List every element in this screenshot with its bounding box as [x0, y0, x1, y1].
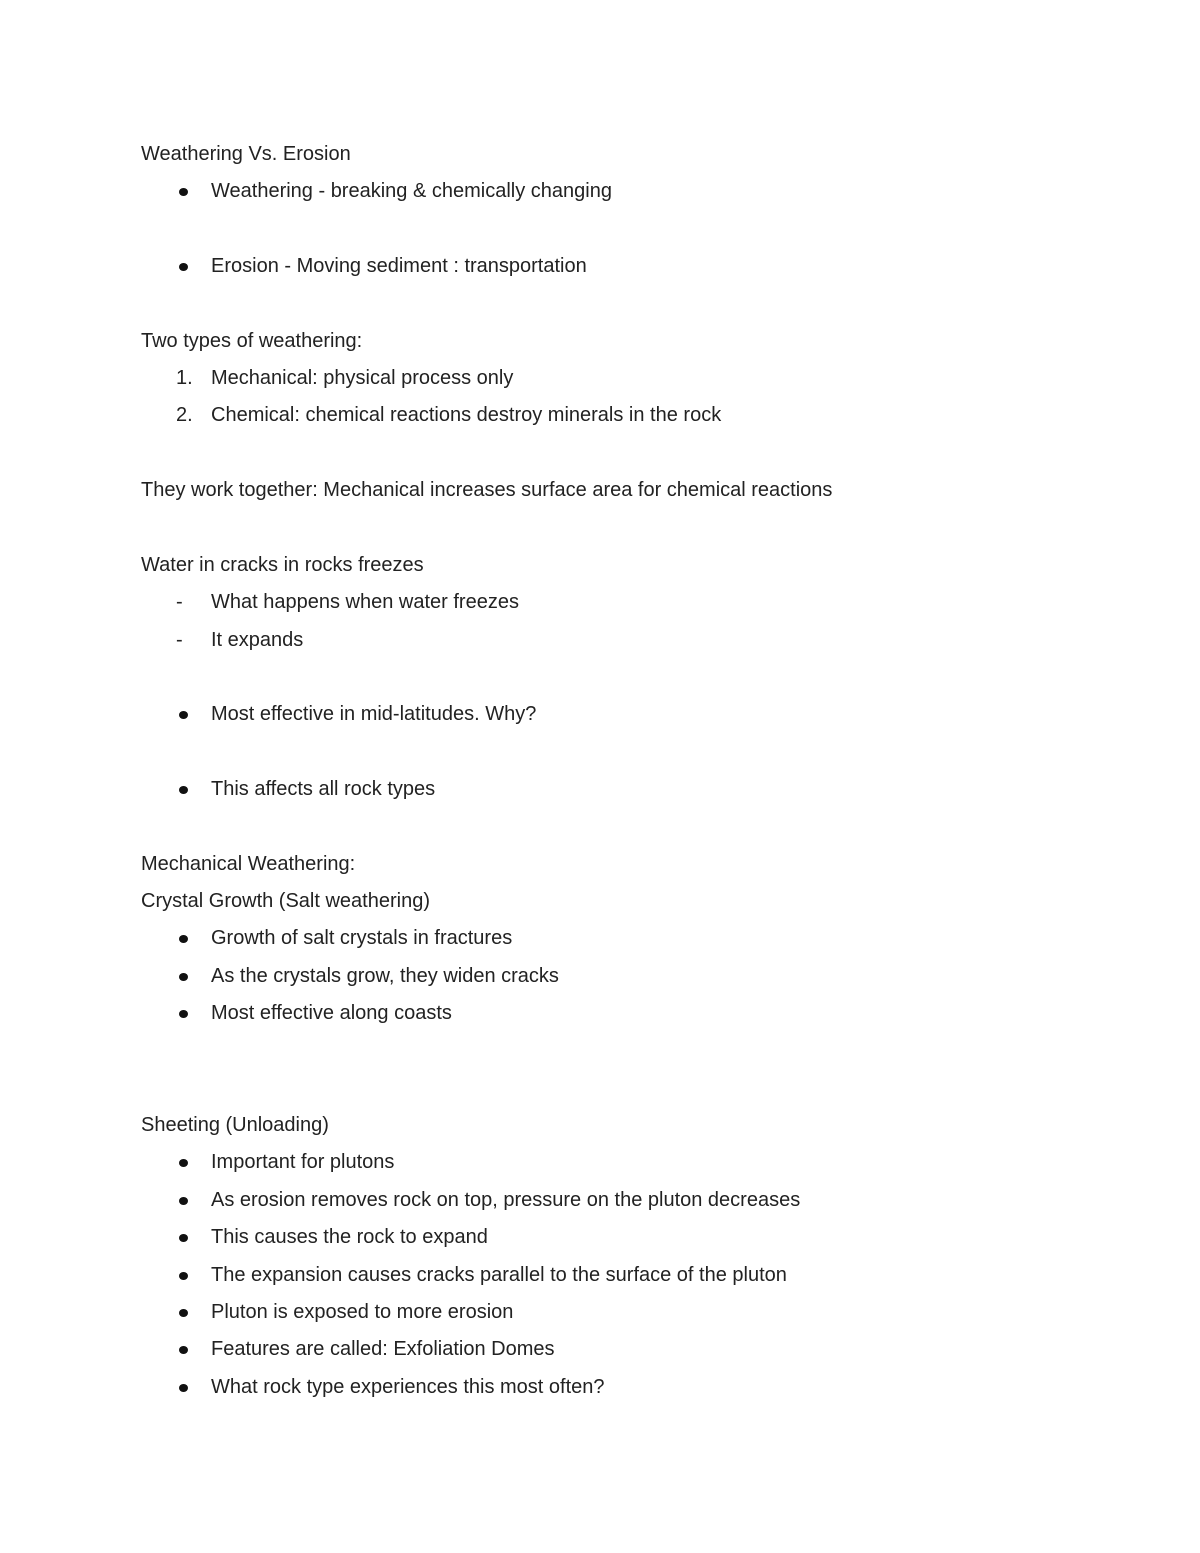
bullet-icon — [179, 1010, 188, 1018]
paragraph-text: Two types of weathering: — [141, 330, 363, 352]
bullet-icon — [179, 1234, 188, 1242]
dash-marker: - — [176, 629, 183, 651]
bullet-icon — [179, 1272, 188, 1280]
dash-marker: - — [176, 591, 183, 613]
list-item-text: What rock type experiences this most often? — [211, 1376, 605, 1398]
list-item-text: Weathering - breaking & chemically changing — [211, 180, 612, 202]
bullet-icon — [179, 1197, 188, 1205]
bullet-icon — [179, 1309, 188, 1317]
list-item-text: Most effective along coasts — [211, 1002, 452, 1024]
bullet-icon — [179, 188, 188, 196]
list-item-text: As the crystals grow, they widen cracks — [211, 965, 559, 987]
bullet-icon — [179, 1159, 188, 1167]
list-item-text: Mechanical: physical process only — [211, 367, 514, 389]
list-item-text: It expands — [211, 629, 304, 651]
bullet-icon — [179, 935, 188, 943]
list-item-text: Erosion - Moving sediment : transportation — [211, 255, 587, 277]
bullet-icon — [179, 786, 188, 794]
bullet-icon — [179, 1346, 188, 1354]
list-item-text: Important for plutons — [211, 1151, 395, 1173]
bullet-icon — [179, 973, 188, 981]
list-item-text: What happens when water freezes — [211, 591, 519, 613]
list-item-text: Most effective in mid-latitudes. Why? — [211, 703, 537, 725]
paragraph-text: Sheeting (Unloading) — [141, 1114, 329, 1136]
list-number-marker: 2. — [176, 404, 193, 426]
bullet-icon — [179, 711, 188, 719]
list-item-text: As erosion removes rock on top, pressure on the pluton decreases — [211, 1189, 801, 1211]
list-item-text: Pluton is exposed to more erosion — [211, 1301, 514, 1323]
list-item-text: The expansion causes cracks parallel to the surface of the pluton — [211, 1264, 787, 1286]
bullet-icon — [179, 263, 188, 271]
paragraph-text: They work together: Mechanical increases surface area for chemical reactions — [141, 479, 833, 501]
list-item-text: Features are called: Exfoliation Domes — [211, 1338, 555, 1360]
paragraph-text: Water in cracks in rocks freezes — [141, 554, 424, 576]
list-item-text: This affects all rock types — [211, 778, 436, 800]
list-item-text: Chemical: chemical reactions destroy minerals in the rock — [211, 404, 722, 426]
paragraph-text: Crystal Growth (Salt weathering) — [141, 890, 430, 912]
list-item-text: This causes the rock to expand — [211, 1226, 488, 1248]
list-number-marker: 1. — [176, 367, 193, 389]
bullet-icon — [179, 1384, 188, 1392]
paragraph-text: Mechanical Weathering: — [141, 853, 356, 875]
paragraph-text: Weathering Vs. Erosion — [141, 143, 351, 165]
list-item-text: Growth of salt crystals in fractures — [211, 927, 513, 949]
